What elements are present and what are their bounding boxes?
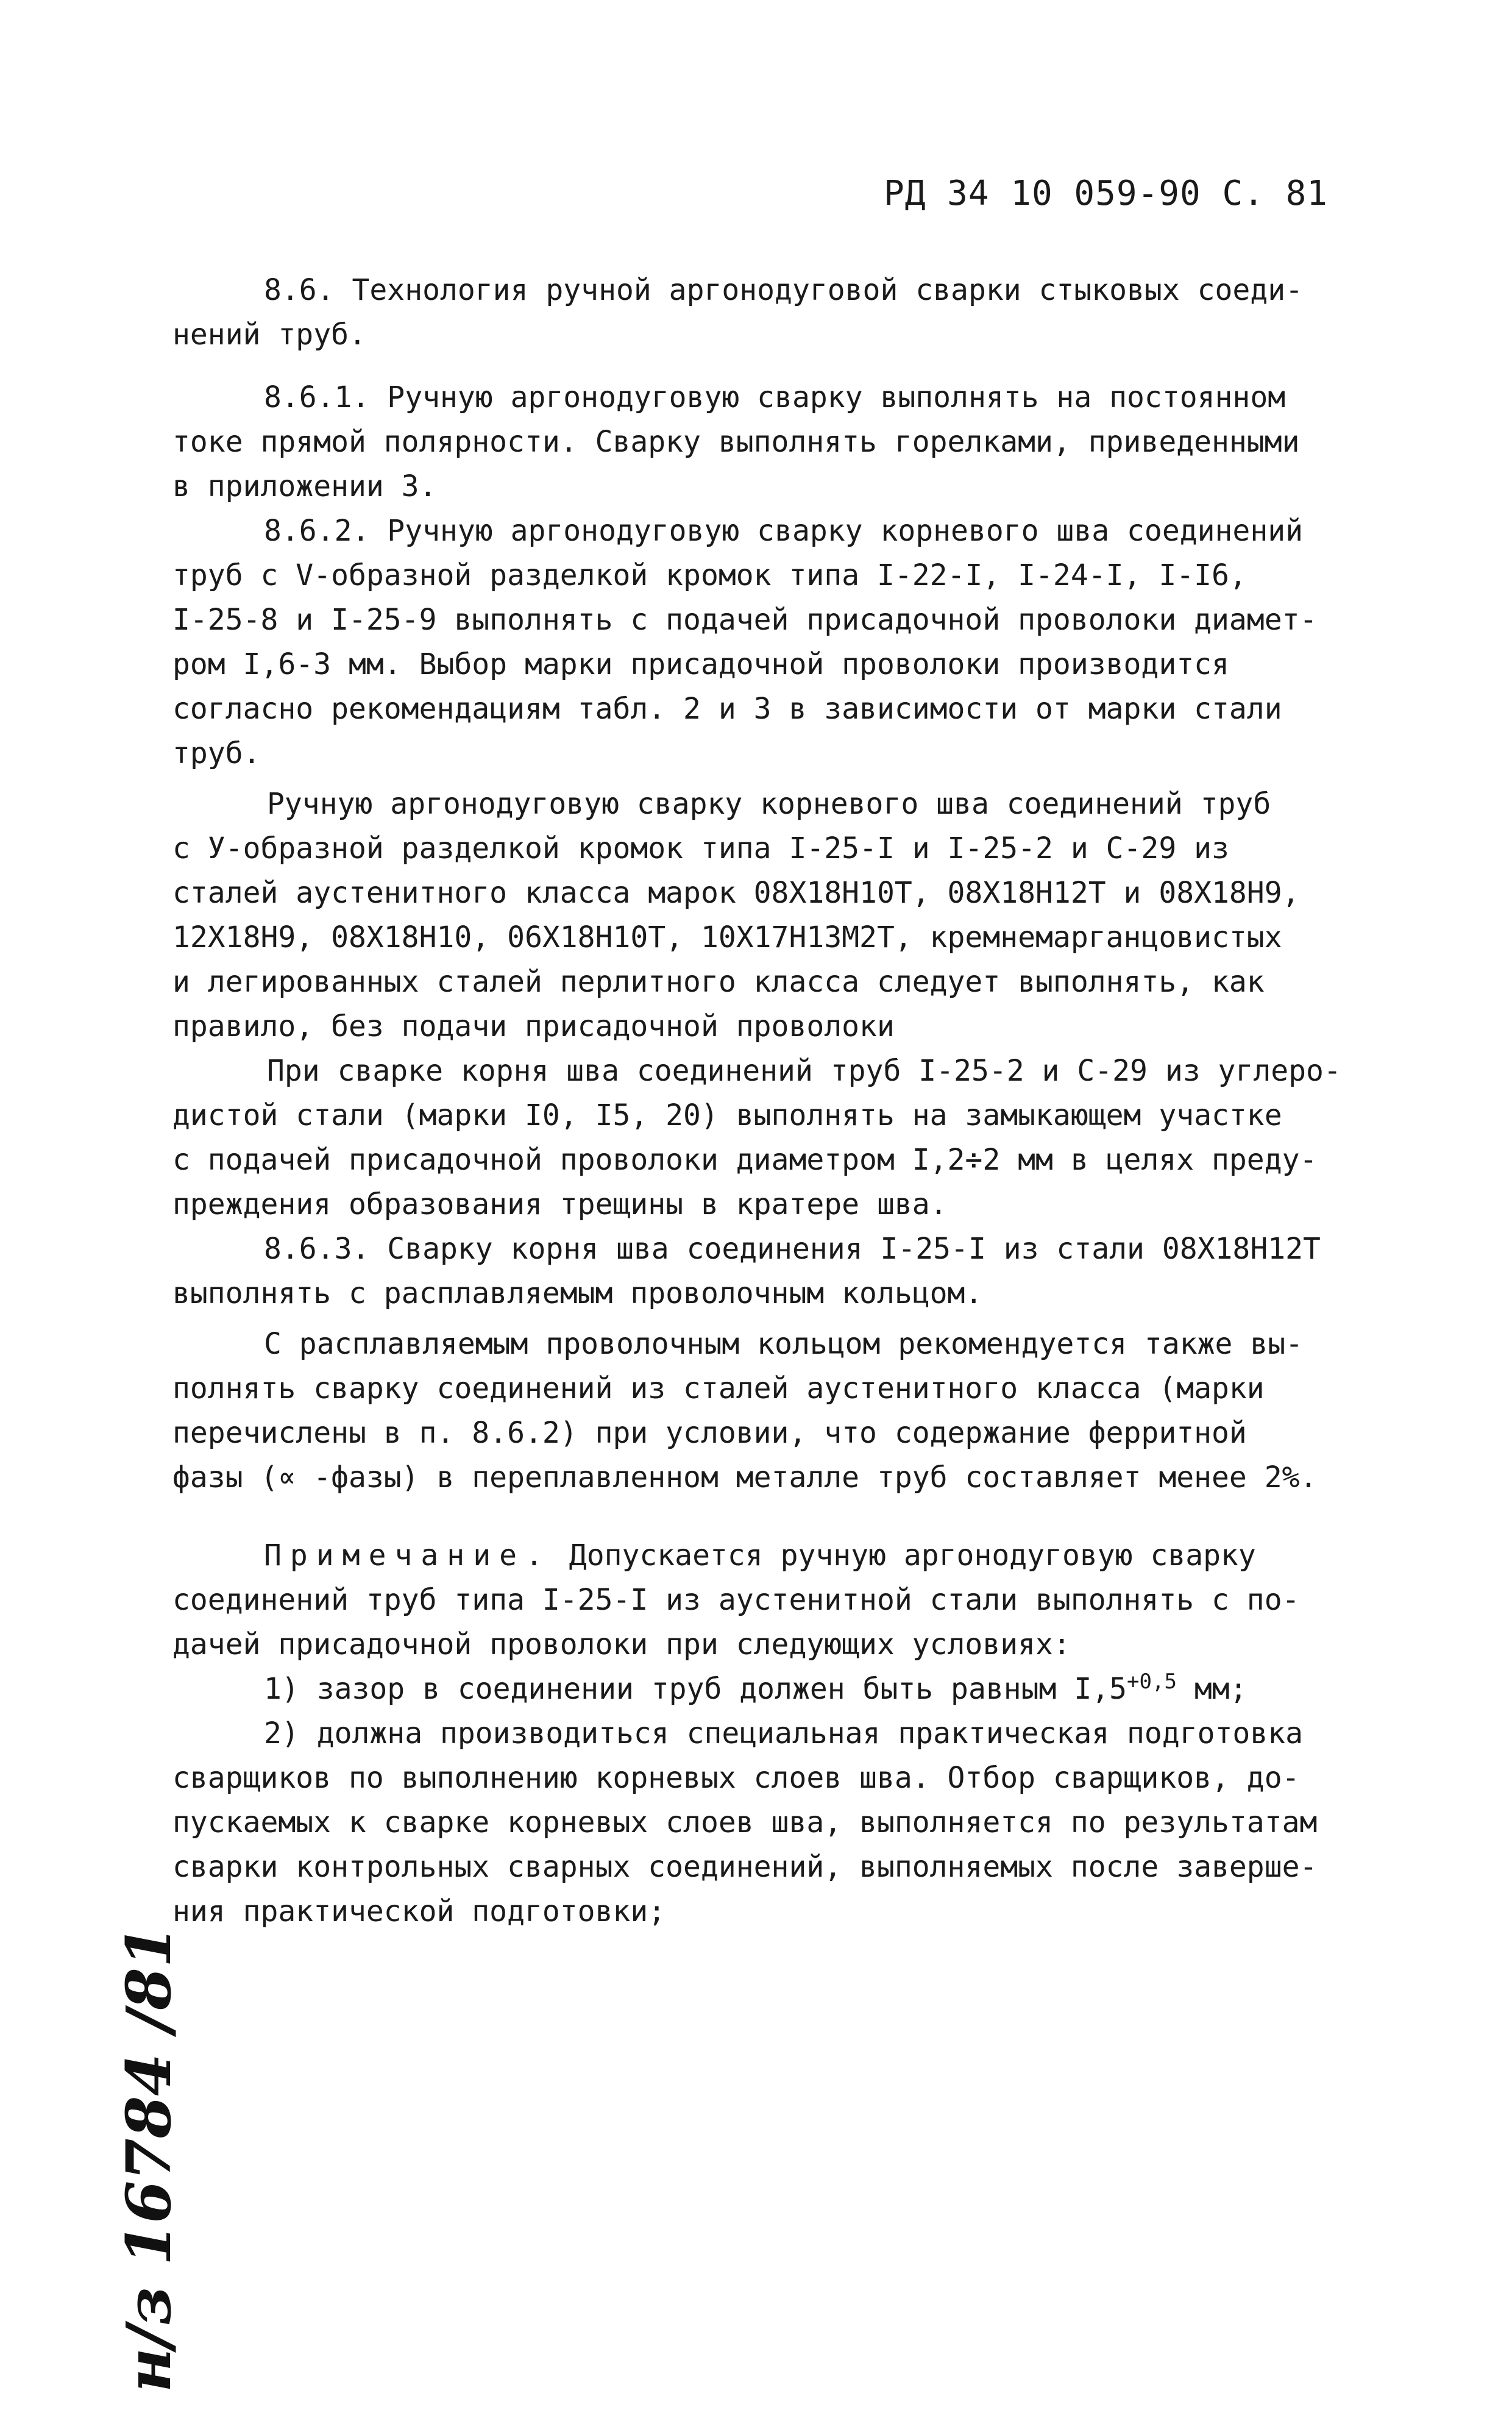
document-body <box>172 268 1440 1934</box>
note-block <box>172 1534 1440 1934</box>
text-line: нений труб. <box>172 318 366 352</box>
text-line: 8.6.3. Сварку корня шва соединения I-25-I из стали 08Х18Н12Т <box>264 1232 1321 1266</box>
text-line: При сварке корня шва соединений труб I-25-2 и С-29 из углеро- <box>267 1054 1341 1088</box>
note-item-2: 2) должна производиться специальная практическая подготовка <box>264 1716 1304 1751</box>
text-line: 8.6.1. Ручную аргонодуговую сварку выполнять на постоянном <box>264 380 1286 414</box>
text-line: 8.6. Технология ручной аргонодуговой сварки стыковых соеди- <box>264 273 1304 307</box>
text-line: пускаемых к сварке корневых слоев шва, выполняется по результатам <box>172 1805 1318 1840</box>
text-line: и легированных сталей перлитного класса следует выполнять, как <box>172 965 1265 999</box>
text-line: 12Х18Н9, 08Х18Н10, 06Х18Н10Т, 10Х17Н13М2Т, кремнемарганцовистых <box>172 920 1282 954</box>
handwritten-inventory-number <box>107 1551 198 2435</box>
note-label: Примечание. <box>264 1538 552 1573</box>
paragraph-root-welding <box>172 1049 1440 1227</box>
inventory-number-text: н/з 16784 /81 <box>113 1925 185 2392</box>
text-line: фазы (∝ -фазы) в переплавленном металле труб составляет менее 2%. <box>172 1460 1318 1495</box>
text-line: сварщиков по выполнению корневых слоев шва. Отбор сварщиков, до- <box>172 1761 1300 1795</box>
section-8-6-1 <box>172 375 1440 509</box>
text-line: дистой стали (марки I0, I5, 20) выполнять на замыкающем участке <box>172 1098 1282 1132</box>
paragraph-wire-ring <box>172 1322 1440 1500</box>
text-line: труб с V-образной разделкой кромок типа I-22-I, I-24-I, I-I6, <box>172 558 1247 592</box>
text-line: I-25-8 и I-25-9 выполнять с подачей присадочной проволоки диамет- <box>172 603 1318 637</box>
document-reference-header: РД 34 10 059-90 С. 81 <box>884 174 1329 213</box>
text-line <box>172 1534 1440 1578</box>
text-line: дачей присадочной проволоки при следующих условиях: <box>172 1627 1071 1662</box>
text-line: Ручную аргонодуговую сварку корневого шва соединений труб <box>267 787 1271 821</box>
text-line: токе прямой полярности. Сварку выполнять горелками, приведенными <box>172 425 1300 459</box>
section-8-6-3 <box>172 1227 1440 1316</box>
note-item-1 <box>172 1667 1440 1712</box>
note-item-1-text: 1) зазор в соединении труб должен быть равным I,5 <box>264 1672 1127 1706</box>
text-line: ром I,6-3 мм. Выбор марки присадочной проволоки производится <box>172 647 1229 681</box>
text-line: полнять сварку соединений из сталей аустенитного класса (марки <box>172 1371 1265 1406</box>
text-line: в приложении 3. <box>172 469 437 503</box>
text-line: С расплавляемым проволочным кольцом рекомендуется также вы- <box>264 1327 1304 1361</box>
text-line: перечислены в п. 8.6.2) при условии, что содержание ферритной <box>172 1416 1247 1450</box>
text-line: преждения образования трещины в кратере шва. <box>172 1187 948 1221</box>
text-line: с У-образной разделкой кромок типа I-25-I и I-25-2 и С-29 из <box>172 831 1229 866</box>
text-line: выполнять с расплавляемым проволочным кольцом. <box>172 1276 983 1310</box>
text-line: труб. <box>172 736 261 770</box>
section-8-6-title <box>172 268 1440 357</box>
text-line: 8.6.2. Ручную аргонодуговую сварку корневого шва соединений <box>264 514 1304 548</box>
paragraph-u-groove <box>172 782 1440 1049</box>
text-line: с подачей присадочной проволоки диаметром I,2÷2 мм в целях преду- <box>172 1143 1318 1177</box>
text-line: согласно рекомендациям табл. 2 и 3 в зависимости от марки стали <box>172 692 1282 726</box>
note-item-1-tolerance: +0,5 <box>1127 1669 1177 1694</box>
section-8-6-2 <box>172 509 1440 776</box>
note-item-1-unit: мм; <box>1176 1672 1248 1706</box>
text-line: сталей аустенитного класса марок 08Х18Н10Т, 08Х18Н12Т и 08Х18Н9, <box>172 876 1300 910</box>
text-line: соединений труб типа I-25-I из аустенитной стали выполнять с по- <box>172 1583 1300 1617</box>
text-line: правило, без подачи присадочной проволоки <box>172 1009 895 1043</box>
text-line: сварки контрольных сварных соединений, выполняемых после заверше- <box>172 1850 1318 1884</box>
note-first-line: Допускается ручную аргонодуговую сварку <box>551 1538 1256 1573</box>
text-line: ния практической подготовки; <box>172 1894 666 1928</box>
